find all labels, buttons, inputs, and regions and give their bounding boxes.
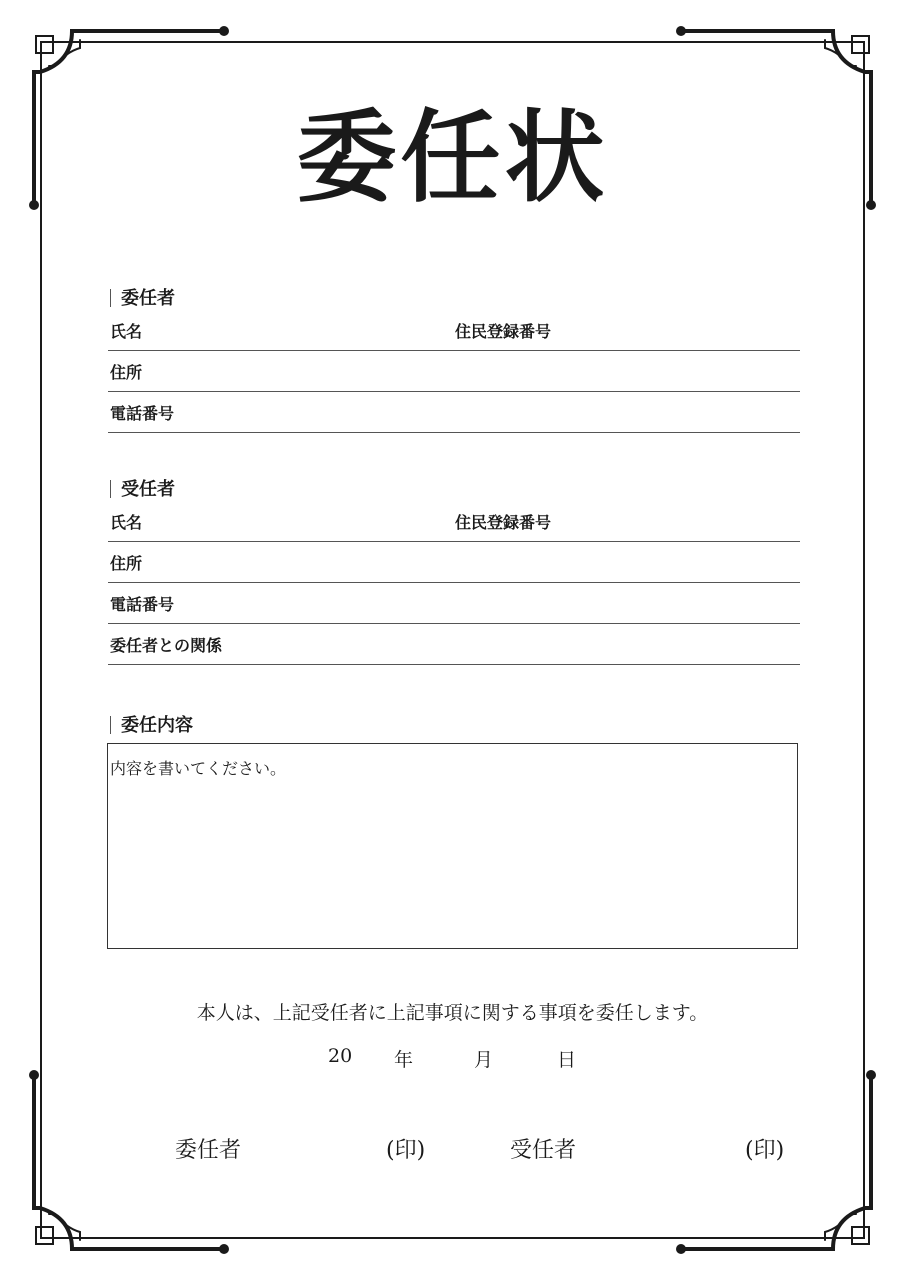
section-heading-label: 委任者 bbox=[121, 288, 175, 309]
section-heading-mandate bbox=[110, 711, 193, 737]
delegatee-address-row[interactable] bbox=[108, 542, 800, 583]
delegation-statement: 本人は、上記受任者に上記事項に関する事項を委任します。 bbox=[196, 1002, 709, 1024]
delegatee-phone-label: 電話番号 bbox=[110, 595, 175, 614]
date-day-label: 日 bbox=[557, 1049, 577, 1071]
section-heading-label: 委任内容 bbox=[121, 715, 193, 736]
delegatee-signature-label: 受任者 bbox=[510, 1138, 577, 1163]
section-heading-delegatee bbox=[110, 475, 175, 501]
delegator-seal-mark: (印) bbox=[386, 1138, 426, 1163]
date-month-label: 月 bbox=[474, 1049, 494, 1071]
delegator-name-row[interactable] bbox=[108, 310, 800, 351]
section-heading-delegator bbox=[110, 284, 175, 310]
delegator-phone-label: 電話番号 bbox=[110, 404, 175, 423]
delegator-name-label: 氏名 bbox=[110, 322, 143, 341]
delegator-signature-label: 委任者 bbox=[175, 1138, 242, 1163]
delegatee-relation-label: 委任者との関係 bbox=[110, 636, 223, 655]
delegatee-name-row[interactable] bbox=[108, 501, 800, 542]
date-year-prefix: 20 bbox=[328, 1045, 353, 1067]
delegator-address-label: 住所 bbox=[110, 363, 143, 382]
heading-bar bbox=[110, 480, 111, 498]
document-title: 委任状 bbox=[296, 98, 609, 216]
mandate-placeholder: 内容を書いてください。 bbox=[110, 759, 287, 778]
delegatee-name-label: 氏名 bbox=[110, 513, 143, 532]
heading-bar bbox=[110, 716, 111, 734]
delegator-phone-row[interactable] bbox=[108, 392, 800, 433]
mandate-content-box[interactable] bbox=[107, 743, 798, 949]
delegatee-relation-row[interactable] bbox=[108, 624, 800, 665]
heading-bar bbox=[110, 289, 111, 307]
section-heading-label: 受任者 bbox=[121, 479, 175, 500]
date-year-label: 年 bbox=[394, 1049, 414, 1071]
delegatee-phone-row[interactable] bbox=[108, 583, 800, 624]
delegatee-reg-number-label: 住民登録番号 bbox=[455, 513, 552, 532]
delegatee-seal-mark: (印) bbox=[745, 1138, 785, 1163]
delegator-reg-number-label: 住民登録番号 bbox=[455, 322, 552, 341]
delegatee-address-label: 住所 bbox=[110, 554, 143, 573]
delegator-address-row[interactable] bbox=[108, 351, 800, 392]
